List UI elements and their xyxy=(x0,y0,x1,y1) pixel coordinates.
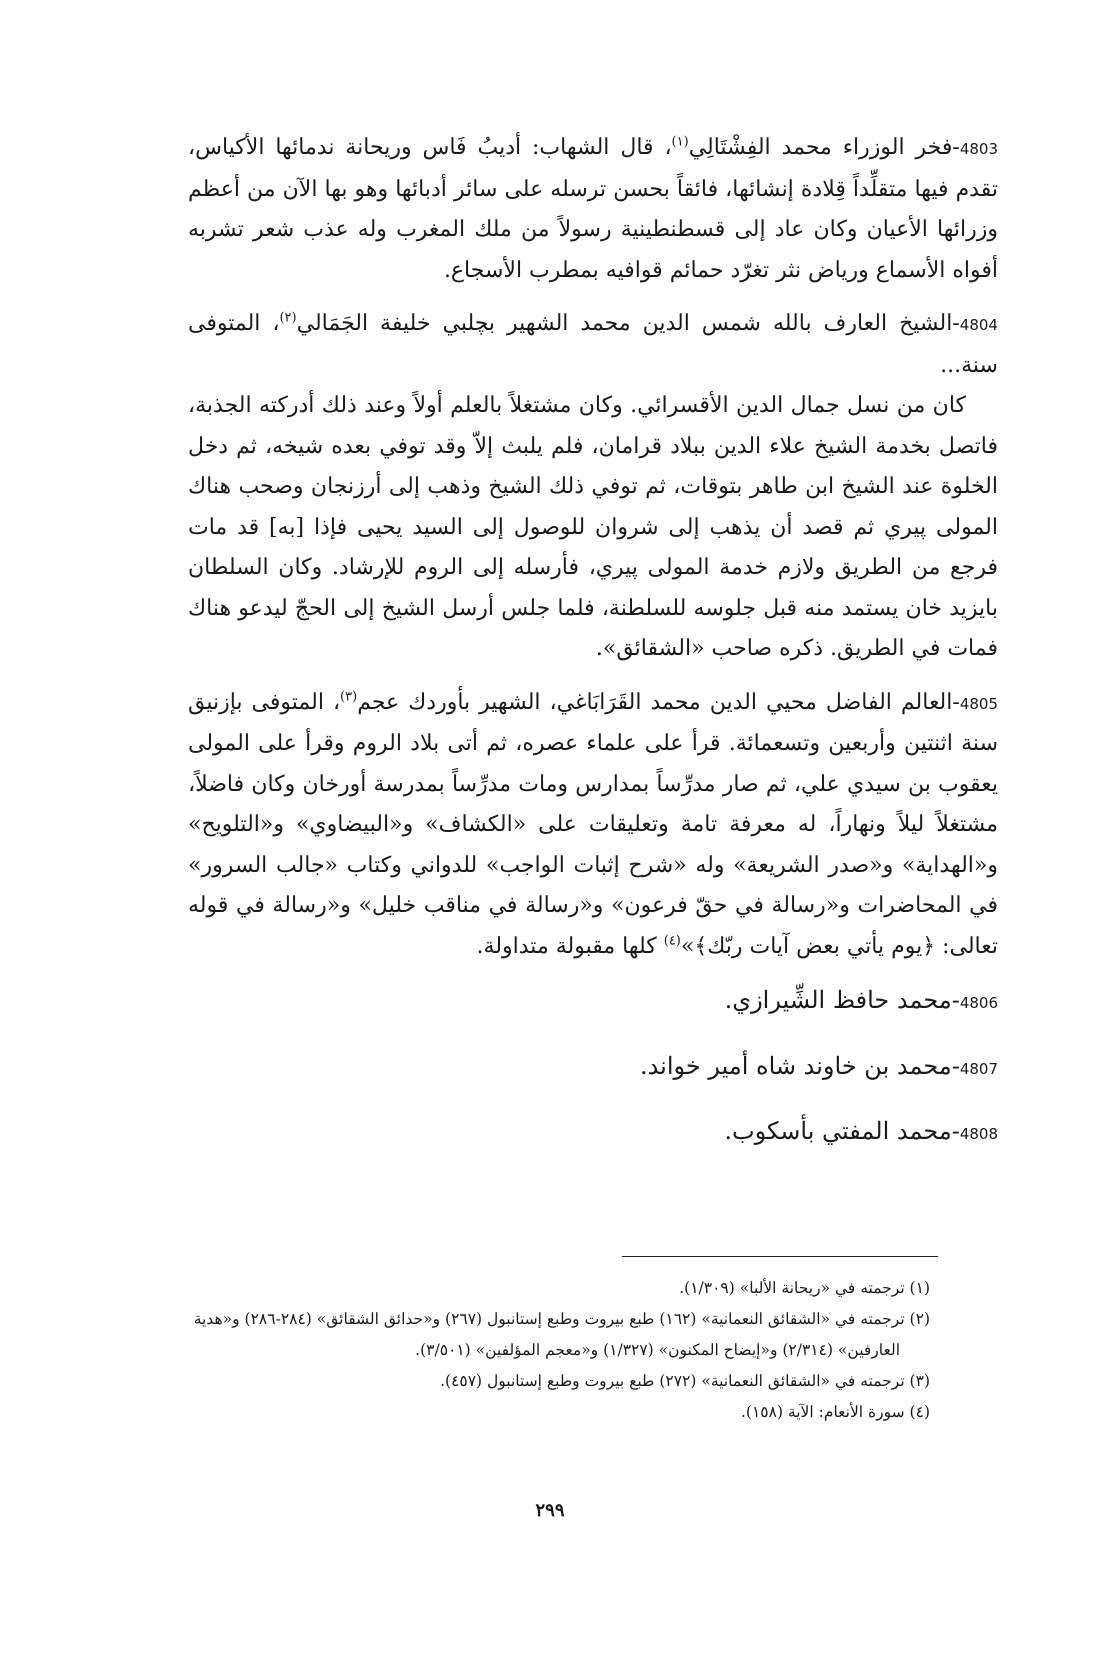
entry-separator: - xyxy=(951,1051,960,1080)
entry-title: الشيخ العارف بالله شمس الدين محمد الشهير بچلبي خليفة الجَمَالي xyxy=(296,311,953,336)
footnote-divider xyxy=(622,1256,938,1257)
entry-separator: - xyxy=(952,689,960,715)
footnote-1: (١) ترجمته في «ريحانة الألبا» (١/٣٠٩). xyxy=(679,1279,930,1297)
entry-title-tail: ، المتوفى سنة... xyxy=(188,311,998,378)
entry-4806 xyxy=(188,980,998,1024)
entry-text-tail: كلها مقبولة متداولة. xyxy=(476,933,664,959)
entry-title: العالم الفاضل محيي الدين محمد القَرَابَاغي، الشهير بأوردك عجم xyxy=(357,689,953,715)
entry-4803 xyxy=(188,128,998,291)
entry-separator: - xyxy=(951,986,960,1014)
footnote-ref: (١) xyxy=(671,134,689,150)
entry-number: 4805 xyxy=(959,694,998,713)
entry-number: 4806 xyxy=(959,994,998,1012)
entry-4808 xyxy=(188,1111,998,1155)
entry-title: محمد حافظ الشِّيرازي. xyxy=(724,986,952,1014)
footnote-ref: (٣) xyxy=(340,689,358,705)
entry-title: محمد بن خاوند شاه أمير خواند. xyxy=(639,1051,952,1080)
footnote-3: (٣) ترجمته في «الشقائق النعمانية» (٢٧٢) طبع بيروت وطبع إستانبول (٤٥٧). xyxy=(440,1372,930,1390)
entry-4805 xyxy=(188,683,998,968)
footnote-4: (٤) سورة الأنعام: الآية (١٥٨). xyxy=(740,1403,930,1421)
entry-title: محمد المفتي بأسكوب. xyxy=(724,1117,952,1145)
footnote-ref: (٤) xyxy=(663,933,681,949)
entry-text: كان من نسل جمال الدين الأقسرائي. وكان مشتغلاً بالعلم أولاً وعند ذلك أدركته الجذبة، فاتصل بخدمة الشيخ علاء الدين ببلاد قرامان، فلم يلبث إلاّ وقد توفي بعده شيخه، ثم دخل الخلوة عند الشيخ ابن طاهر بتوقات، ثم توفي ذلك الشيخ وذهب إلى أرزنجان وصحب هناك المولى پيري ثم قصد أن يذهب إلى شروان للوصول إلى السيد يحيى فإذا [به] قد مات فرجع من الطريق ولازم خدمة المولى پيري، فأرسله إلى الروم للإرشاد. وكان السلطان بايزيد خان يستمد منه قبل جلوسه للسلطنة، فلما جلس أرسل الشيخ إلى الحجّ ليدعو هناك فمات في الطريق. ذكره صاحب «الشقائق». xyxy=(188,393,998,661)
entry-separator: - xyxy=(951,1117,960,1145)
footnote-2-continued: العارفين» (٢/٣١٤) و«إيضاح المكنون» (١/٣٢٧) و«معجم المؤلفين» (٣/٥٠١). xyxy=(415,1341,900,1359)
entry-text: ، قال الشهاب: أديبُ فَاس وريحانة ندمائها الأكياس، تقدم فيها متقلِّداً قِلادة إنشائها، فائقاً بحسن ترسله على سائر أدبائها وهو بها الآن من أعظم وزرائها الأعيان وكان عاد إلى قسطنطينية رسولاً من ملك المغرب وله عذب شعر تشربه أفواه الأسماع ورياض نثر تغرّد حمائم قوافيه بمطرب الأسجاع. xyxy=(188,135,998,283)
footnote-ref: (٢) xyxy=(279,310,297,326)
entry-number: 4804 xyxy=(959,316,998,334)
entry-4804 xyxy=(188,304,998,670)
main-text xyxy=(188,128,998,1177)
entry-4807 xyxy=(188,1046,998,1090)
entry-number: 4808 xyxy=(959,1125,998,1143)
footnote-2: (٢) ترجمته في «الشقائق النعمانية» (١٦٢) طبع بيروت وطبع إستانبول (٢٦٧) و«حدائق الشقائق» (٢٨٤-٢٨٦) و«هدية xyxy=(193,1310,930,1328)
entry-separator: - xyxy=(952,311,960,336)
footnotes xyxy=(110,1273,930,1428)
entry-separator: - xyxy=(952,135,960,160)
entry-title: فخر الوزراء محمد الفِشْتَالِي xyxy=(688,135,953,160)
entry-text: ، المتوفى بإزنيق سنة اثنتين وأربعين وتسعمائة. قرأ على علماء عصره، ثم أتى بلاد الروم وقرأ على المولى يعقوب بن سيدي علي، ثم صار مدرِّساً بمدارس ومات مدرِّساً بمدرسة أورخان وكان فاضلاً، مشتغلاً ليلاً ونهاراً، له معرفة تامة وتعليقات على «الكشاف» و«البيضاوي» و«التلويح» و«الهداية» و«صدر الشريعة» وله «شرح إثبات الواجب» للدواني وكتاب «جالب السرور» في المحاضرات و«رسالة في حقّ فرعون» و«رسالة في مناقب خليل» و«رسالة في قوله تعالى: ﴿يوم يأتي بعض آيات ربّك﴾» xyxy=(188,689,998,959)
entry-number: 4803 xyxy=(959,140,998,158)
page-number: ٢٩٩ xyxy=(535,1500,565,1521)
entry-number: 4807 xyxy=(959,1059,998,1078)
